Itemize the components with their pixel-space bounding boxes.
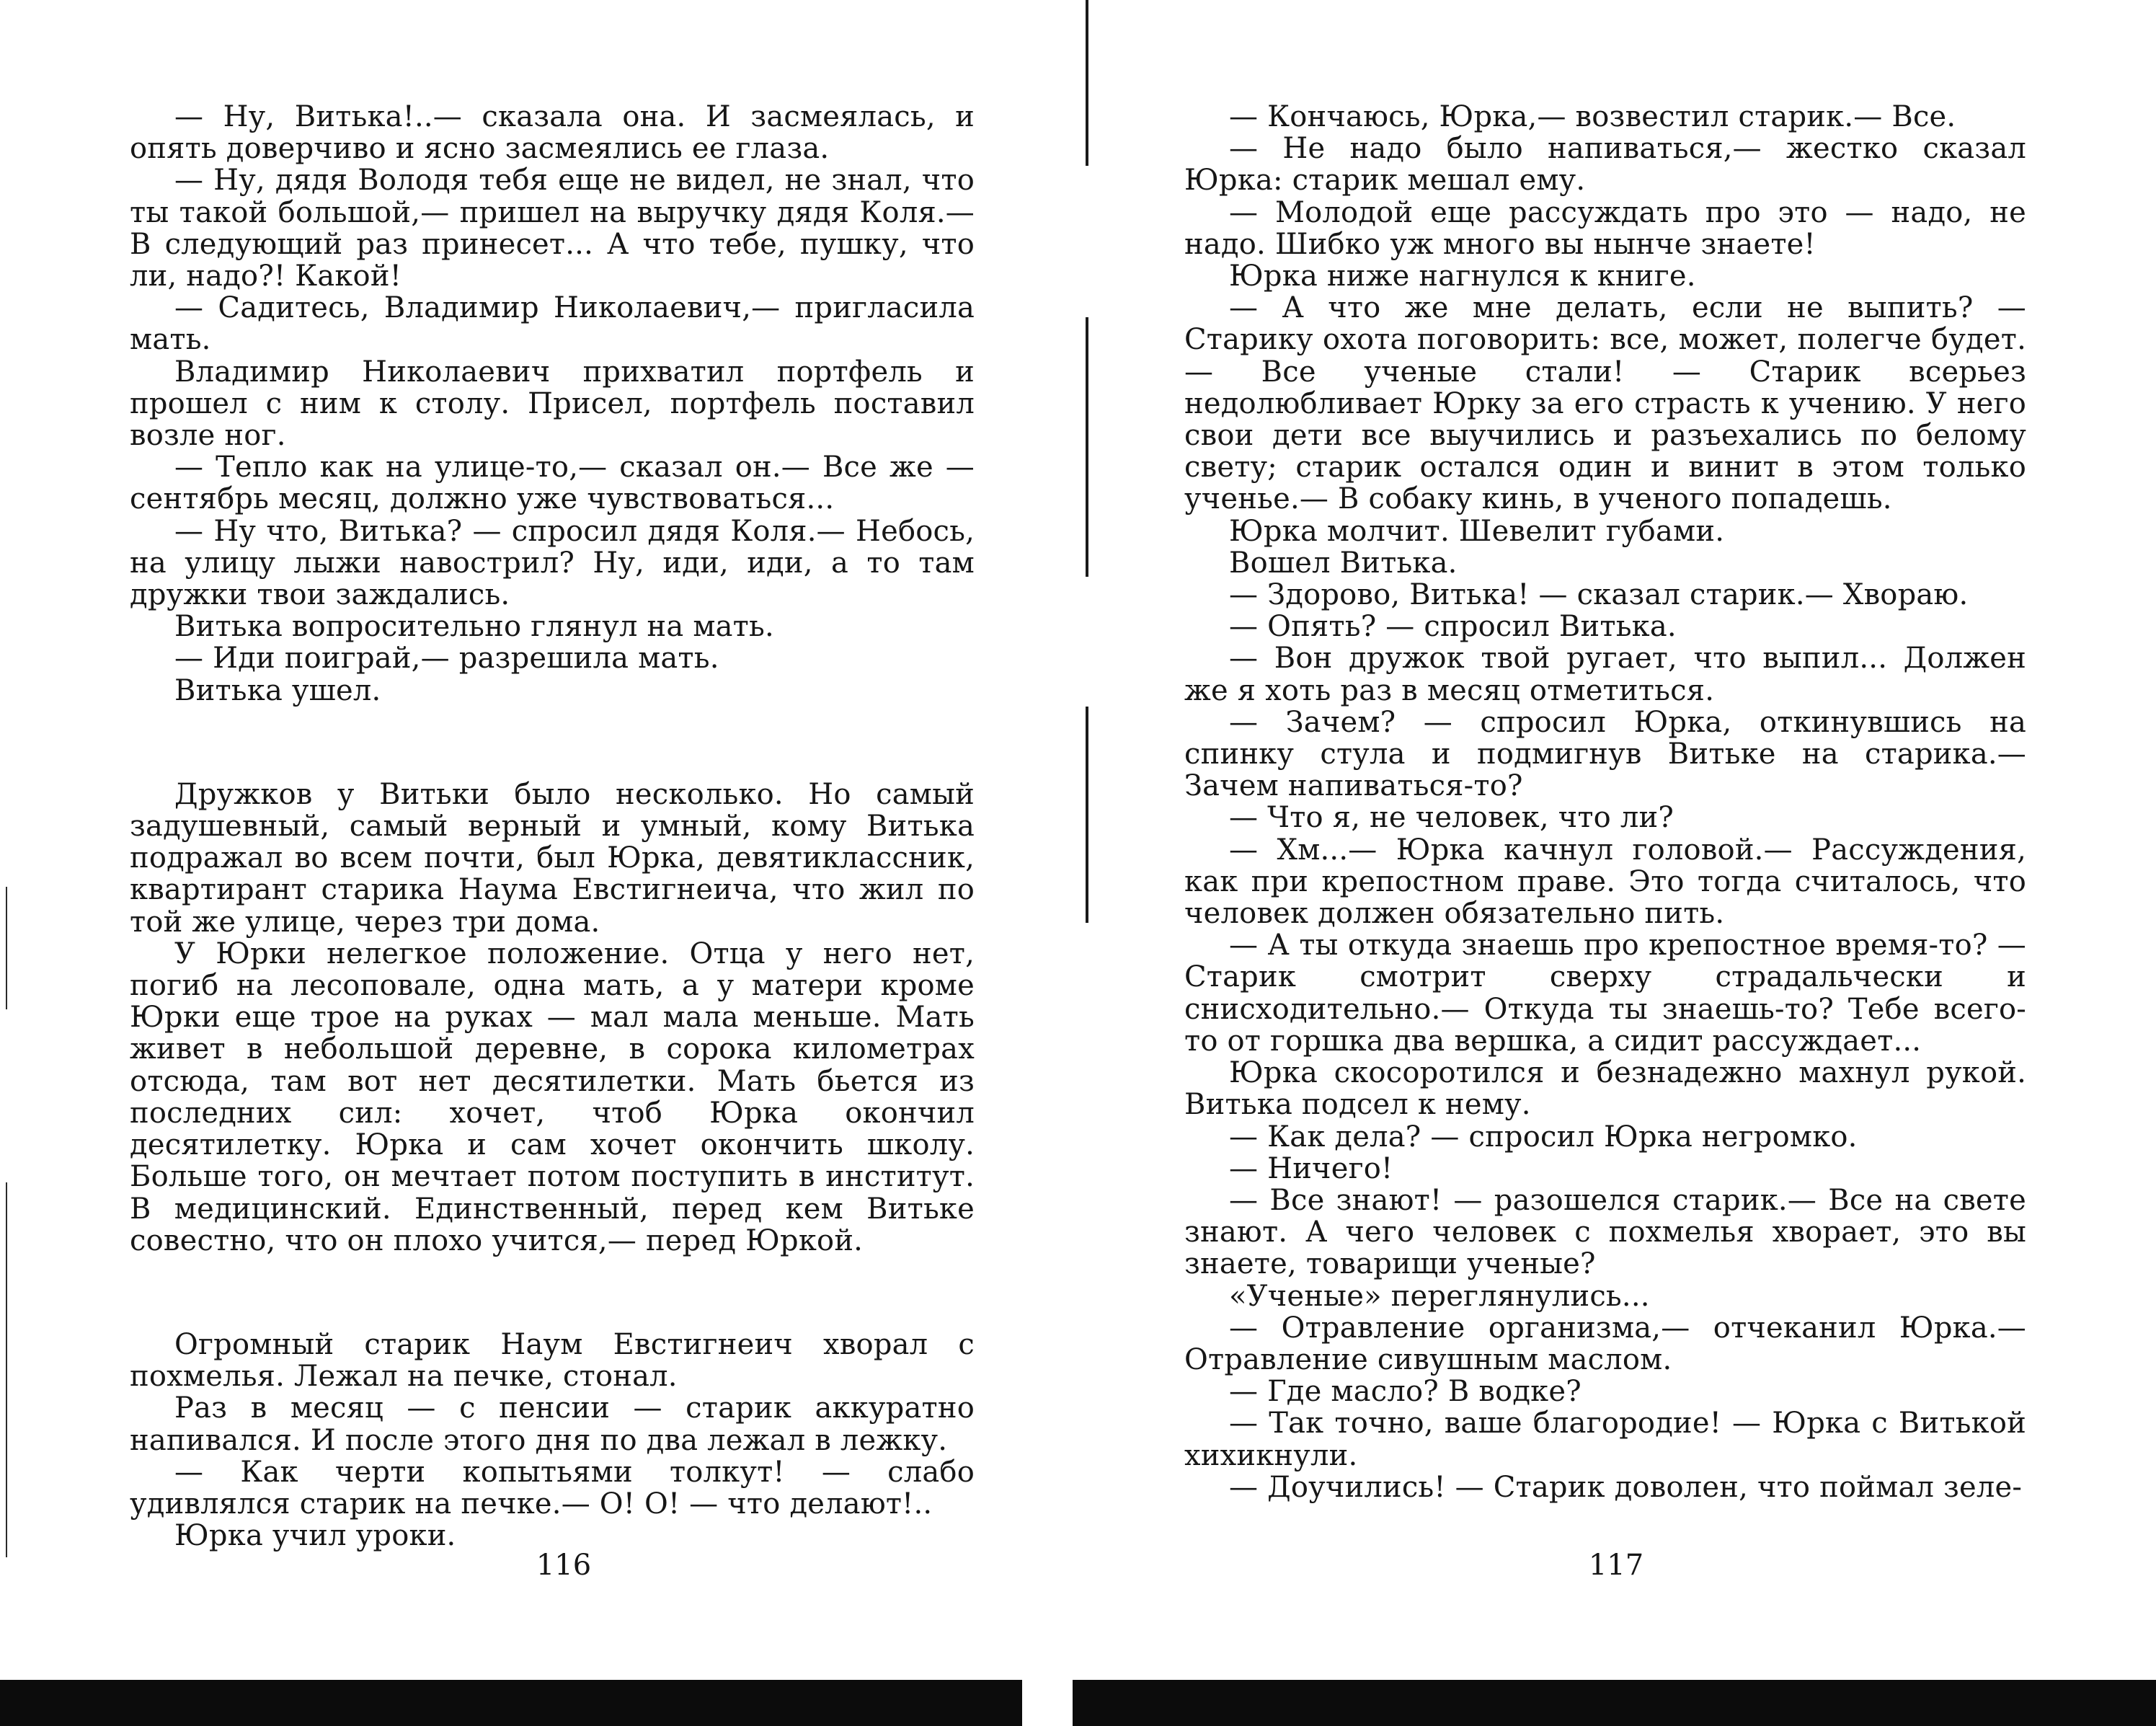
paragraph: — Иди поиграй,— разрешила мать. bbox=[174, 642, 719, 676]
paragraph: Огромный старик Наум Евстигнеич хворал с похмелья. Лежал на печке, стонал. bbox=[130, 1327, 975, 1394]
paragraph: — Как дела? — спросил Юрка негромко. bbox=[1229, 1120, 1858, 1154]
scan-bottom-border bbox=[0, 1680, 1022, 1726]
gutter-shadow bbox=[1086, 0, 1088, 166]
paragraph: Витька вопросительно глянул на мать. bbox=[174, 610, 774, 644]
paragraph: Юрка учил уроки. bbox=[174, 1519, 456, 1553]
page-number: 116 bbox=[536, 1549, 592, 1582]
paragraph: — Тепло как на улице-то,— сказал он.— Все же — сентябрь месяц, должно уже чувствоваться... bbox=[130, 451, 975, 516]
left-page bbox=[130, 101, 975, 1552]
paragraph: — Где масло? В водке? bbox=[1229, 1375, 1581, 1409]
paragraph: Раз в месяц — с пенсии — старик аккуратно напивался. И после этого дня по два лежал в лежку. bbox=[130, 1391, 975, 1457]
gutter-shadow bbox=[1086, 707, 1088, 923]
paragraph: Юрка молчит. Шевелит губами. bbox=[1229, 514, 1725, 548]
gutter-shadow bbox=[1086, 317, 1088, 577]
section-break bbox=[130, 1257, 975, 1329]
paragraph: — Кончаюсь, Юрка,— возвестил старик.— Все. bbox=[1229, 100, 1956, 133]
scan-edge-mark bbox=[6, 1182, 7, 1557]
paragraph: — Вон дружок твой ругает, что выпил... Должен же я хоть раз в месяц отметиться. bbox=[1184, 642, 2026, 707]
paragraph: — Ничего! bbox=[1229, 1151, 1393, 1185]
paragraph: — Садитесь, Владимир Николаевич,— пригласила мать. bbox=[130, 291, 975, 357]
paragraph: У Юрки нелегкое положение. Отца у него нет, погиб на лесоповале, одна мать, а у матери кроме Юрки еще трое на руках — мал мала меньше. Мать живет в небольшой деревне, в сорока километрах отсюда, там вот нет десятилетки. Мать бьется из последних сил: хочет, чтоб Юрка окончил десятилетку. Юрка и сам хочет окончить школу. Больше того, он мечтает потом поступить в институт. В медицинский. Единственный, перед кем Витьке совестно, что он плохо учится,— перед Юркой. bbox=[130, 937, 975, 1257]
paragraph: — Доучились! — Старик доволен, что поймал зеле- bbox=[1229, 1470, 2023, 1504]
right-page bbox=[1184, 101, 2026, 1503]
paragraph: Владимир Николаевич прихватил портфель и прошел с ним к столу. Присел, портфель поставил возле ног. bbox=[130, 355, 975, 453]
page-number: 117 bbox=[1588, 1549, 1644, 1582]
paragraph: — А ты откуда знаешь про крепостное время-то? — Старик смотрит сверху страдальчески и снисходительно.— Откуда ты знаешь-то? Тебе всего-то от горшка два вершка, а сидит рассуждает... bbox=[1184, 929, 2026, 1058]
paragraph: Дружков у Витьки было несколько. Но самый задушевный, самый верный и умный, кому Витька подражал во всем почти, был Юрка, девятиклассник, квартирант старика Наума Евстигнеича, что жил по той же улице, через три дома. bbox=[130, 777, 975, 939]
paragraph: — Как черти копытьями толкут! — слабо удивлялся старик на печке.— О! О! — что делают!.. bbox=[130, 1455, 975, 1521]
paragraph: Витька ушел. bbox=[174, 673, 381, 707]
paragraph: — Не надо было напиваться,— жестко сказал Юрка: старик мешал ему. bbox=[1184, 132, 2026, 198]
paragraph: — Так точно, ваше благородие! — Юрка с Витькой хихикнули. bbox=[1184, 1407, 2026, 1472]
paragraph: — Что я, не человек, что ли? bbox=[1229, 801, 1674, 835]
paragraph: — Ну, Витька!..— сказала она. И засмеялась, и опять доверчиво и ясно засмеялись ее глаза. bbox=[130, 100, 975, 166]
paragraph: — Зачем? — спросил Юрка, откинувшись на спинку стула и подмигнув Витьке на старика.— Зачем напиваться-то? bbox=[1184, 705, 2026, 803]
paragraph: — Ну что, Витька? — спросил дядя Коля.— Небось, на улицу лыжи навострил? Ну, иди, иди, а то там дружки твои заждались. bbox=[130, 514, 975, 612]
paragraph: Юрка ниже нагнулся к книге. bbox=[1229, 260, 1696, 293]
paragraph: — Ну, дядя Володя тебя еще не видел, не знал, что ты такой большой,— пришел на выручку дядя Коля.— В следующий раз принесет... А что тебе, пушку, что ли, надо?! Какой! bbox=[130, 164, 975, 293]
section-break bbox=[130, 707, 975, 779]
paragraph: — Молодой еще рассуждать про это — надо, не надо. Шибко уж много вы нынче знаете! bbox=[1184, 195, 2026, 261]
paragraph: — А что же мне делать, если не выпить? — Старику охота поговорить: все, может, полегче будет.— Все ученые стали! — Старик всерьез недолюбливает Юрку за его страсть к учению. У него свои дети все выучились и разъехались по белому свету; старик остался один и винит в этом только ученье.— В собаку кинь, в ученого попадешь. bbox=[1184, 291, 2026, 516]
paragraph: Юрка скосоротился и безнадежно махнул рукой. Витька подсел к нему. bbox=[1184, 1056, 2026, 1122]
paragraph: Вошел Витька. bbox=[1229, 546, 1458, 580]
scan-bottom-border bbox=[1073, 1680, 2156, 1726]
scan-edge-mark bbox=[6, 887, 7, 1009]
paragraph: — Здорово, Витька! — сказал старик.— Хвораю. bbox=[1229, 578, 1969, 612]
paragraph: — Хм...— Юрка качнул головой.— Рассуждения, как при крепостном праве. Это тогда считалось, что человек должен обязательно пить. bbox=[1184, 833, 2026, 931]
paragraph: «Ученые» переглянулись... bbox=[1229, 1279, 1650, 1313]
paragraph: — Все знают! — разошелся старик.— Все на свете знают. А чего человек с похмелья хворает, это вы знаете, товарищи ученые? bbox=[1184, 1183, 2026, 1281]
paragraph: — Отравление организма,— отчеканил Юрка.— Отравление сивушным маслом. bbox=[1184, 1311, 2026, 1376]
paragraph: — Опять? — спросил Витька. bbox=[1229, 610, 1677, 644]
